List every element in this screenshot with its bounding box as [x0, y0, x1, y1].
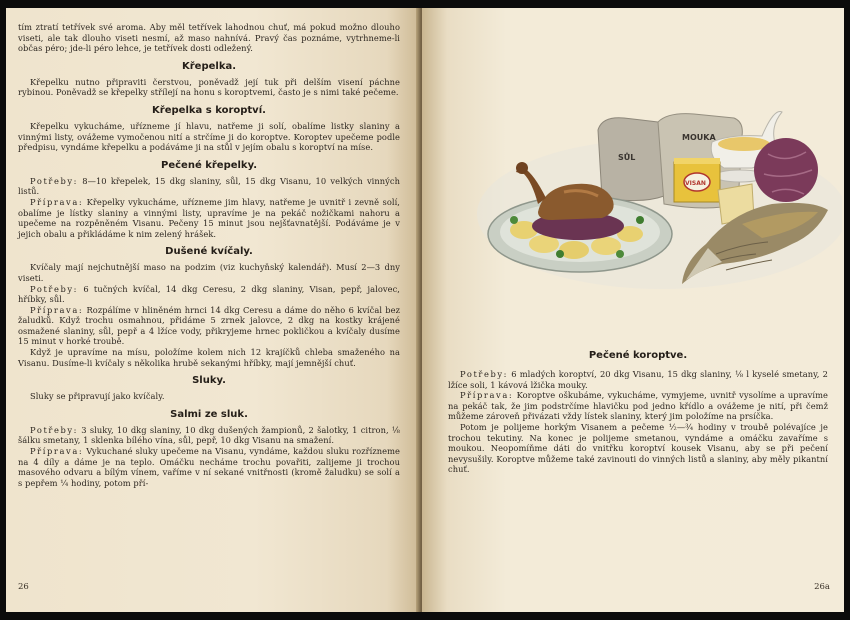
potato: [559, 241, 589, 259]
page-number-right: 26a: [814, 582, 830, 592]
potreby-label: Potřeby:: [30, 175, 79, 186]
ingredients-text: 6 mladých koroptví, 20 dkg Visanu, 15 dkg slaniny, ⅛ l kyselé smetany, 2 lžíce soli, 1 kávová lžička mouky.: [448, 369, 828, 390]
heading-dusene-kvicaly: Dušené kvíčaly.: [165, 246, 253, 258]
left-page: [6, 8, 420, 612]
parsley: [616, 250, 624, 258]
intro-paragraph: tím ztratí tetřívek své aroma. Aby měl tetřívek lahodnou chuť, má pokud možno dlouho viseti, ale tak dlouho viseti nesmí, až maso nahnívá. Pravý čas poznáme, vytrhneme-li občas péro; jde-li péro lehce, je tetřívek dosti odležený.: [18, 22, 400, 54]
method-pecene-koroptve: [448, 390, 828, 422]
priprava-label: Příprava:: [30, 304, 84, 315]
heading-krepelka-s-koroptvi: Křepelka s koroptví.: [152, 104, 266, 116]
method-text: Vykuchané sluky upečeme na Visanu, vyndáme, každou sluku rozřízneme na 4 díly a dáme je na teplo. Omáčku necháme trochu povařiti, zalijeme ji trochou masového odvaru a bílým vínem, vaříme v ní sekané vnitřnosti (kromě žaludku) se solí a s pepřem ¼ hodiny, potom pří-: [18, 446, 401, 488]
heading-krepelka: Křepelka.: [181, 60, 237, 72]
partridge-head: [516, 162, 528, 174]
paragraph-sluky: Sluky se připravují jako kvíčaly.: [30, 391, 165, 402]
ingredients-text: 6 tučných kvíčal, 14 dkg Ceresu, 2 dkg slaniny, Visan, pepř, jalovec, hříbky, sůl.: [18, 283, 400, 305]
parsley: [510, 216, 518, 224]
ingredients-pecene-koroptve: [448, 369, 828, 390]
extra-pecene-koroptve: Potom je polijeme horkým Visanem a pečeme ½—¾ hodiny v troubě polévajíce je trochou tekutiny. Na konec je polijeme smetanou, vyndáme a omáčku zavaříme s moukou. Neopomíňme dáti do vnitřku koroptví kousek Visanu, aby se při pečení nevysušily. Koroptve můžeme také zavinouti do vinných listů a slaniny, aby měly pikantní chuť.: [448, 421, 828, 475]
heading-salmi-ze-sluk: Salmi ze sluk.: [170, 408, 248, 420]
method-text: Rozpálíme v hliněném hrnci 14 dkg Ceresu a dáme do něho 6 kvíčal bez žaludků. Když trochu osmahnou, přidáme 5 zrnek jalovce, 2 dkg na kostky krájené osmažené slaniny, sůl, pepř a 4 lžíce vody, přikryjeme hrnec pokličkou a kvíčaly dusíme 15 minut v horké troubě.: [18, 304, 400, 347]
potreby-label: Potřeby:: [30, 283, 79, 294]
priprava-label: Příprava:: [460, 390, 514, 401]
heading-pecene-koroptve: Pečené koroptve.: [588, 350, 688, 361]
flour-sack-label: MOUKA: [682, 133, 716, 142]
method-dusene-kvicaly: [18, 305, 400, 347]
method-text: Křepelky vykucháme, uřízneme jim hlavy, natřeme je uvnitř i zevně solí, obalíme je lístky slaniny a vinnými listy, upravíme je na pekáč nožičkami nahoru a upečeme na rozpěněném Visanu. Pečeny 15 minut jsou nejšťavnatější. Podáváme je v jejich obalu a přikládáme k nim zelený hrášek.: [18, 196, 400, 239]
heading-sluky: Sluky.: [192, 375, 226, 387]
paragraph-krepelka-s-koroptvi: Křepelku vykucháme, uřízneme jí hlavu, natřeme ji solí, obalíme listky slaniny a vinnými listy, ovážeme vymočenou nití a strčíme ji do koroptve. Koroptev upečeme podle předpisu, vyndáme křepelku a podáváme ji na stůl v jejím obalu s koroptví na míse.: [18, 120, 400, 153]
ingredients-salmi: [18, 425, 400, 446]
roast-partridge-illustration: [472, 94, 842, 304]
visan-box-label: VISAN: [685, 180, 706, 187]
parsley: [636, 216, 644, 224]
visan-box-top: [674, 158, 720, 164]
ingredients-pecene-krepelky: [18, 176, 400, 197]
method-salmi: [18, 446, 400, 488]
potreby-label: Potřeby:: [460, 369, 509, 379]
ingredients-text: 3 sluky, 10 dkg slaniny, 10 dkg dušených žampionů, 2 šalotky, 1 citron, ⅛ šálku smetany, 1 sklenka bílého vína, sůl, pepř, 10 dkg Visanu na smažení.: [18, 424, 401, 446]
recipe-pecene-koroptve: [448, 350, 828, 475]
method-pecene-krepelky: [18, 197, 400, 239]
extra-dusene-kvicaly: Když je upravíme na mísu, položíme kolem nich 12 krajíčků chleba smaženého na Visanu. Dusíme-li kvíčaly s několika hrubě sekanými hříbky, mají jemnější chuť.: [18, 347, 400, 368]
right-page: [422, 8, 844, 612]
book-spread: [6, 8, 844, 612]
intro-dusene-kvicaly: Kvíčaly mají nejchutnější maso na podzim (viz kuchyňský kalendář). Musí 2—3 dny viseti.: [18, 262, 400, 283]
salt-sack-label: SŮL: [618, 153, 636, 162]
potreby-label: Potřeby:: [30, 424, 79, 435]
priprava-label: Příprava:: [30, 446, 84, 457]
paragraph-krepelka: Křepelku nutno připraviti čerstvou, poněvadž její tuk při delším visení páchne rybinou. Poněvadž se křepelky střílejí na honu s koroptvemi, často je s nimi také pečeme.: [18, 76, 400, 98]
parsley: [556, 250, 564, 258]
priprava-label: Příprava:: [30, 196, 84, 207]
ingredients-dusene-kvicaly: [18, 284, 400, 305]
ingredients-text: 8—10 křepelek, 15 dkg slaniny, sůl, 15 dkg Visanu, 10 velkých vinných listů.: [18, 175, 401, 197]
heading-pecene-krepelky: Pečené křepelky.: [161, 159, 257, 171]
page-number-left: 26: [18, 582, 29, 592]
method-text: Koroptve oškubáme, vykucháme, vymyjeme, uvnitř vysolíme a upravíme na pekáč tak, že jim podstrčíme hlavičku pod jedno křídlo a ovážeme je nití, při čemž můžeme zároveň přivázati vždy lístek slaniny, který jim položíme na prsíčka.: [448, 390, 828, 422]
red-cabbage: [754, 138, 818, 202]
